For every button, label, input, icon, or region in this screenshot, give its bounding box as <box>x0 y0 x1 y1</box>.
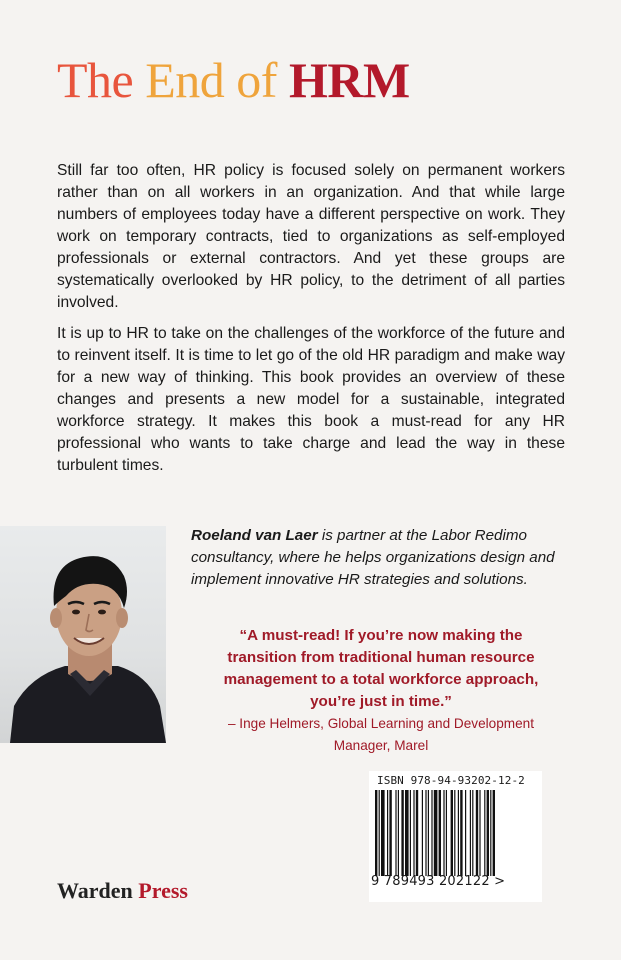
author-bio <box>191 525 596 591</box>
isbn-barcode <box>369 771 542 902</box>
title-word-the: The <box>57 52 134 108</box>
barcode-bar <box>451 790 453 876</box>
barcode-bar <box>476 790 478 876</box>
barcode-bar <box>413 790 414 876</box>
endorsement-attribution: – Inge Helmers, Global Learning and Development Manager, Marel <box>227 716 535 753</box>
author-portrait-illustration <box>0 526 166 743</box>
barcode-bar <box>381 790 385 876</box>
barcode-bar <box>389 790 391 876</box>
barcode-bar <box>472 790 473 876</box>
title-words-end-of: End of <box>145 52 277 108</box>
barcode-bar <box>422 790 423 876</box>
barcode-digits: 9 789493 202122 > <box>371 874 506 889</box>
barcode-bar <box>470 790 471 876</box>
barcode-bar <box>490 790 491 876</box>
barcode-bars <box>375 790 535 876</box>
barcode-bar <box>458 790 459 876</box>
barcode-bar <box>398 790 399 876</box>
barcode-bar <box>410 790 411 876</box>
author-photo <box>0 526 166 743</box>
publisher-name-warden: Warden <box>57 878 133 903</box>
barcode-bar <box>379 790 380 876</box>
barcode-bar <box>401 790 403 876</box>
publisher-logo <box>57 878 188 904</box>
isbn-label: ISBN 978-94-93202-12-2 <box>377 774 525 787</box>
barcode-bar <box>428 790 429 876</box>
barcode-bar <box>405 790 409 876</box>
barcode-bar <box>465 790 466 876</box>
barcode-bar <box>375 790 377 876</box>
barcode-bar <box>416 790 418 876</box>
blurb-paragraph-1: Still far too often, HR policy is focused solely on permanent workers rather than on all workers in an organization. And that while large numbers of employees today have a different perspective on work. They work on temporary contracts, tied to organizations as self-employed professionals or external contractors. And yet these groups are systematically overlooked by HR policy, to the detriment of all parties involved. <box>57 162 565 311</box>
book-title <box>57 50 410 110</box>
barcode-bar <box>439 790 441 876</box>
barcode-bar <box>454 790 455 876</box>
barcode-bar <box>446 790 447 876</box>
barcode-bar <box>387 790 388 876</box>
barcode-bar <box>487 790 489 876</box>
author-name: Roeland van Laer <box>191 527 318 544</box>
barcode-bar <box>484 790 485 876</box>
author-bio-text: is partner at the Labor Redimo consultancy, where he helps organizations design and implement innovative HR strategies and solutions. <box>191 527 555 588</box>
title-word-hrm: HRM <box>288 52 410 108</box>
barcode-bar <box>443 790 444 876</box>
publisher-name-press: Press <box>138 878 188 903</box>
barcode-bar <box>395 790 396 876</box>
barcode-bar <box>434 790 438 876</box>
barcode-bar <box>479 790 480 876</box>
barcode-bar <box>425 790 426 876</box>
barcode-bar <box>460 790 462 876</box>
barcode-bar <box>431 790 432 876</box>
barcode-bar <box>493 790 495 876</box>
endorsement-quote: “A must-read! If you’re now making the transition from traditional human resource management to a total workforce approach, you’re just in time.” <box>223 627 539 710</box>
blurb-paragraph-2: It is up to HR to take on the challenges of the workforce of the future and to reinvent itself. It is time to let go of the old HR paradigm and make way for a new way of thinking. This book provides an overview of these changes and presents a new model for a sustainable, integrated workforce strategy. It makes this book a must-read for any HR professional who wants to take charge and lead the way in these turbulent times. <box>57 325 565 474</box>
